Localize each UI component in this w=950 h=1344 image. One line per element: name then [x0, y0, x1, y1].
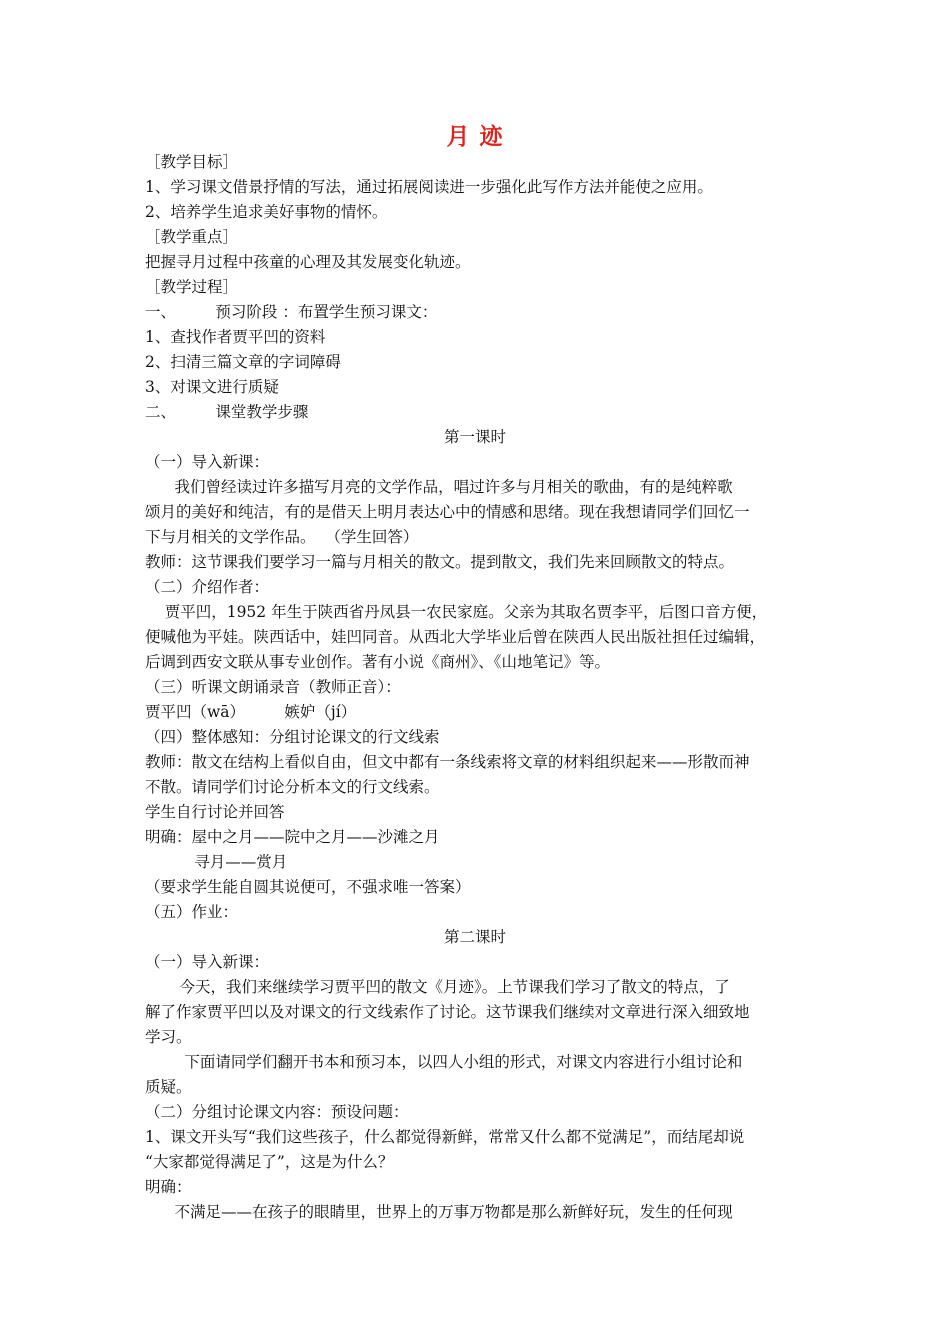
paragraph-line: 我们曾经读过许多描写月亮的文学作品，唱过许多与月相关的歌曲，有的是纯粹歌	[145, 478, 733, 496]
paragraph-line: 1、学习课文借景抒情的写法，通过拓展阅读进一步强化此写作方法并能使之应用。	[145, 178, 713, 196]
section-heading-goals: ［教学目标］	[145, 153, 239, 171]
paragraph-line: 寻月——赏月	[145, 853, 288, 871]
lesson-heading-second: 第二课时	[443, 928, 506, 946]
paragraph-line: 下与月相关的文学作品。 （学生回答）	[145, 528, 419, 546]
paragraph-line: （一）导入新课：	[145, 953, 270, 971]
paragraph-line: “大家都觉得满足了”，这是为什么？	[145, 1153, 394, 1171]
paragraph-line: 3、对课文进行质疑	[145, 378, 279, 396]
paragraph-line: 解了作家贾平凹以及对课文的行文线索作了讨论。这节课我们继续对文章进行深入细致地	[145, 1003, 750, 1021]
paragraph-line: 教师：这节课我们要学习一篇与月相关的散文。提到散文，我们先来回顾散文的特点。	[145, 553, 735, 571]
paragraph-line: （四）整体感知：分组讨论课文的行文线索	[145, 728, 440, 746]
paragraph-line: （三）听课文朗诵录音（教师正音）：	[145, 678, 401, 696]
paragraph-line: 1、课文开头写“我们这些孩子，什么都觉得新鲜，常常又什么都不觉满足”，而结尾却说	[145, 1128, 745, 1146]
paragraph-line: 二、 课堂教学步骤	[145, 403, 309, 421]
paragraph-line: 一、 预习阶段 ：布置学生预习课文：	[145, 303, 438, 321]
section-heading-process: ［教学过程］	[145, 278, 239, 296]
paragraph-line: （要求学生能自圆其说便可，不强求唯一答案）	[145, 878, 471, 896]
paragraph-line: 2、扫清三篇文章的字词障碍	[145, 353, 341, 371]
paragraph-line: 2、培养学生追求美好事物的情怀。	[145, 203, 388, 221]
paragraph-line: 贾平凹，1952 年生于陕西省丹凤县一农民家庭。父亲为其取名贾李平，后图口音方便，	[145, 603, 768, 621]
paragraph-line: （一）导入新课：	[145, 453, 270, 471]
paragraph-line: 贾平凹（wā） 嫉妒（jí）	[145, 703, 357, 721]
lesson-heading-first: 第一课时	[443, 428, 506, 446]
paragraph-line: 明确：	[145, 1178, 192, 1196]
section-heading-focus: ［教学重点］	[145, 228, 239, 246]
paragraph-line: （五）作业：	[145, 903, 239, 921]
paragraph-line: 1、查找作者贾平凹的资料	[145, 328, 326, 346]
paragraph-line: 教师：散文在结构上看似自由，但文中都有一条线索将文章的材料组织起来——形散而神	[145, 753, 750, 771]
paragraph-line: （二）分组讨论课文内容：预设问题：	[145, 1103, 409, 1121]
document-title: 月 迹	[446, 123, 504, 150]
paragraph-line: 质疑。	[145, 1078, 192, 1096]
paragraph-line: 下面请同学们翻开书本和预习本，以四人小组的形式，对课文内容进行小组讨论和	[145, 1053, 743, 1071]
paragraph-line: 后调到西安文联从事专业创作。著有小说《商州》、《山地笔记》等。	[145, 653, 611, 671]
paragraph-line: 学习。	[145, 1028, 192, 1046]
paragraph-line: 便喊他为平娃。陕西话中，娃凹同音。从西北大学毕业后曾在陕西人民出版社担任过编辑，	[145, 628, 766, 646]
paragraph-line: 颂月的美好和纯洁，有的是借天上明月表达心中的情感和思绪。现在我想请同学们回忆一	[145, 503, 750, 521]
paragraph-line: 把握寻月过程中孩童的心理及其发展变化轨迹。	[145, 253, 471, 271]
paragraph-line: （二）介绍作者：	[145, 578, 270, 596]
paragraph-line: 不散。请同学们讨论分析本文的行文线索。	[145, 778, 440, 796]
paragraph-line: 今天，我们来继续学习贾平凹的散文《月迹》。上节课我们学习了散文的特点，了	[145, 978, 730, 996]
paragraph-line: 明确：屋中之月——院中之月——沙滩之月	[145, 828, 440, 846]
paragraph-line: 学生自行讨论并回答	[145, 803, 285, 821]
paragraph-line: 不满足——在孩子的眼睛里，世界上的万事万物都是那么新鲜好玩，发生的任何现	[145, 1203, 733, 1221]
